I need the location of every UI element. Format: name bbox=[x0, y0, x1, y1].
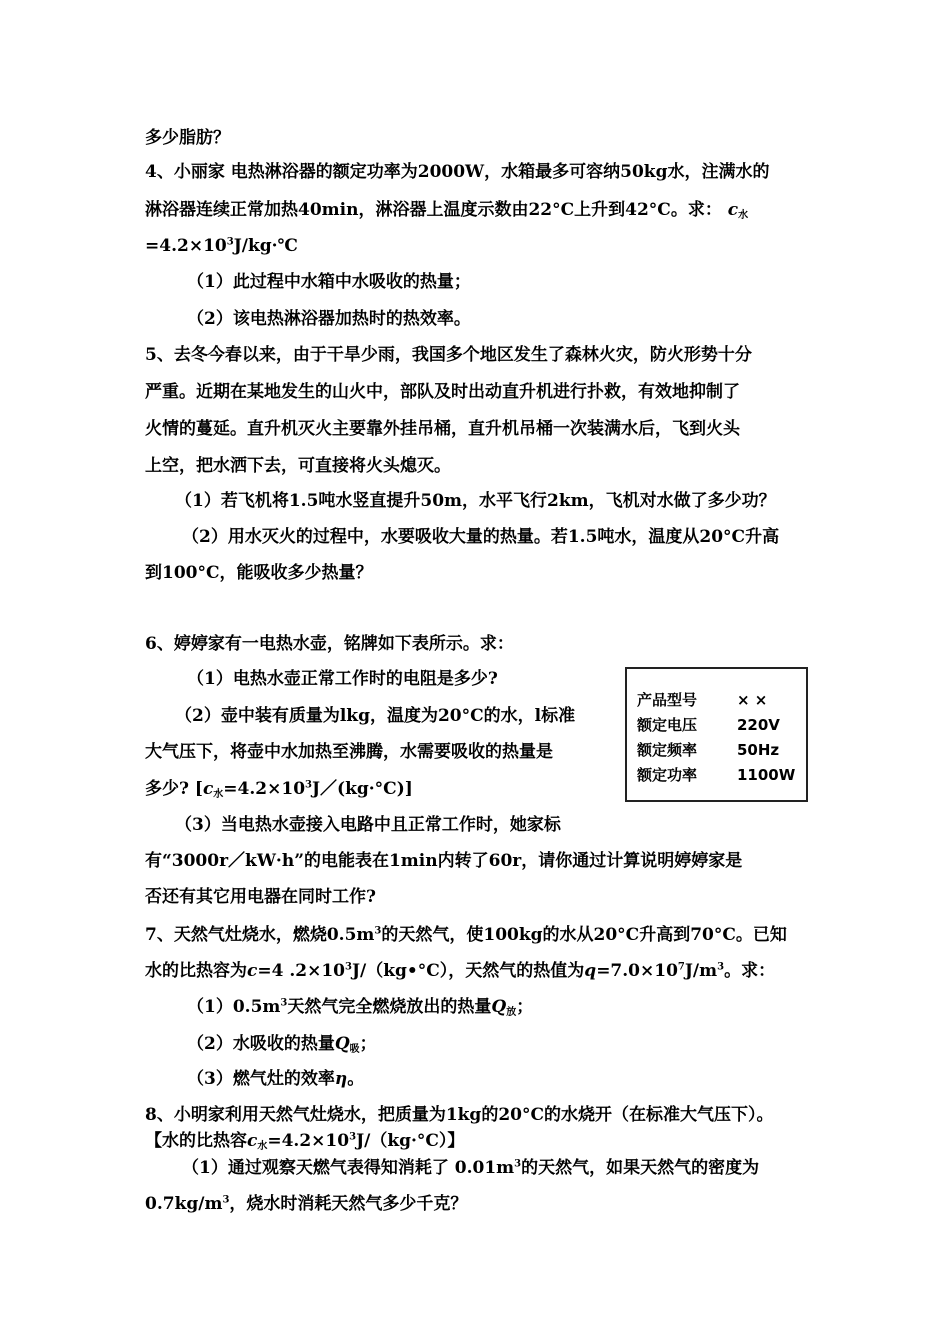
nameplate-table bbox=[625, 667, 808, 802]
nameplate-row: 额定频率 50Hz bbox=[637, 741, 780, 759]
problem-5-line-2: 严重。近期在某地发生的山火中，部队及时出动直升机进行扑救，有效地抑制了 bbox=[145, 382, 740, 402]
problem-4-line-1: 4、小丽家 电热淋浴器的额定功率为2000W，水箱最多可容纳50kg水，注满水的 bbox=[145, 162, 770, 182]
problem-4-line-3: $=4.2\times 10^3J/kg\cdot℃$ bbox=[145, 236, 298, 256]
problem-6-q3-cont-1: 有“3000r／kW·h”的电能表在1min内转了60r，请你通过计算说明婷婷家是 bbox=[145, 851, 743, 871]
problem-8-q1: （1）通过观察天燃气表得知消耗了 $0.01m^3$的天然气，如果天然气的密度为 bbox=[182, 1158, 760, 1178]
problem-7-q2: （2）水吸收的热量$Q_吸$； bbox=[187, 1034, 377, 1055]
problem-6-q3-cont-2: 否还有其它用电器在同时工作? bbox=[145, 887, 376, 907]
problem-7-line-1: 7、天然气灶烧水，燃烧$0.5m^3$的天然气，使100kg的水从20°C升高到70°C。已知 bbox=[145, 925, 787, 945]
problem-7-line-2: 水的比热容为c=4 $.2\times 10^3J/(kg•^\circ C)$，天然气的热值为$q=7.0\times 10^7J/m^3$。求： bbox=[145, 961, 776, 981]
problem-6-q3: （3）当电热水壶接入电路中且正常工作时，她家标 bbox=[175, 815, 561, 835]
problem-4-q2: （2）该电热淋浴器加热时的热效率。 bbox=[187, 309, 471, 329]
problem-8-line-2: 【水的比热容$c_水=4.2\times 10^3J/(kg\cdot^\circ C)$】 bbox=[145, 1131, 465, 1152]
nameplate-row: 产品型号 × × bbox=[637, 691, 768, 709]
problem-4-q1: （1）此过程中水箱中水吸收的热量； bbox=[187, 272, 471, 292]
problem-6-q2-cont-1: 大气压下，将壶中水加热至沸腾，水需要吸收的热量是 bbox=[145, 742, 553, 762]
problem-6-q1: （1）电热水壶正常工作时的电阻是多少? bbox=[187, 669, 498, 689]
nameplate-row: 额定电压 220V bbox=[637, 716, 780, 734]
problem-6-q2-cont-2: 多少? $[c_水=4.2\times 10^3J/(kg\cdot^\circ C)]$ bbox=[145, 779, 413, 800]
problem-5-line-4: 上空，把水洒下去，可直接将火头熄灭。 bbox=[145, 456, 451, 476]
problem-5-q1: （1）若飞机将1.5吨水竖直提升50m，水平飞行2km，飞机对水做了多少功？ bbox=[175, 491, 776, 511]
problem-5-line-3: 火情的蔓延。直升机灭火主要靠外挂吊桶，直升机吊桶一次装满水后，飞到火头 bbox=[145, 419, 740, 439]
problem-6-line-1: 6、婷婷家有一电热水壶，铭牌如下表所示。求： bbox=[145, 634, 514, 654]
problem-5-q2: （2）用水灭火的过程中，水要吸收大量的热量。若1.5吨水，温度从20°C升高 bbox=[182, 527, 780, 547]
problem-5-q2-cont: 到100°C，能吸收多少热量？ bbox=[145, 563, 373, 583]
text-line: 多少脂肪？ bbox=[145, 128, 230, 148]
nameplate-row: 额定功率 1100W bbox=[637, 766, 796, 784]
problem-8-q1-cont: $0.7kg/m^3$，烧水时消耗天然气多少千克？ bbox=[145, 1194, 468, 1214]
problem-6-q2: （2）壶中装有质量为lkg，温度为20°C的水，l标准 bbox=[175, 706, 576, 726]
problem-5-line-1: 5、去冬今春以来，由于干旱少雨，我国多个地区发生了森林火灾，防火形势十分 bbox=[145, 345, 752, 365]
problem-7-q3: （3）燃气灶的效率η。 bbox=[187, 1069, 365, 1089]
problem-7-q1: $(1)0.5m^3$天然气完全燃烧放出的热量$Q_放$； bbox=[187, 997, 534, 1018]
problem-4-line-2: 淋浴器连续正常加热40min，淋浴器上温度示数由22°C上升到42°C。求： $c_水$ bbox=[145, 200, 749, 221]
problem-8-line-1: 8、小明家利用天然气灶烧水，把质量为1kg的20°C的水烧开（在标准大气压下）。 bbox=[145, 1105, 774, 1125]
